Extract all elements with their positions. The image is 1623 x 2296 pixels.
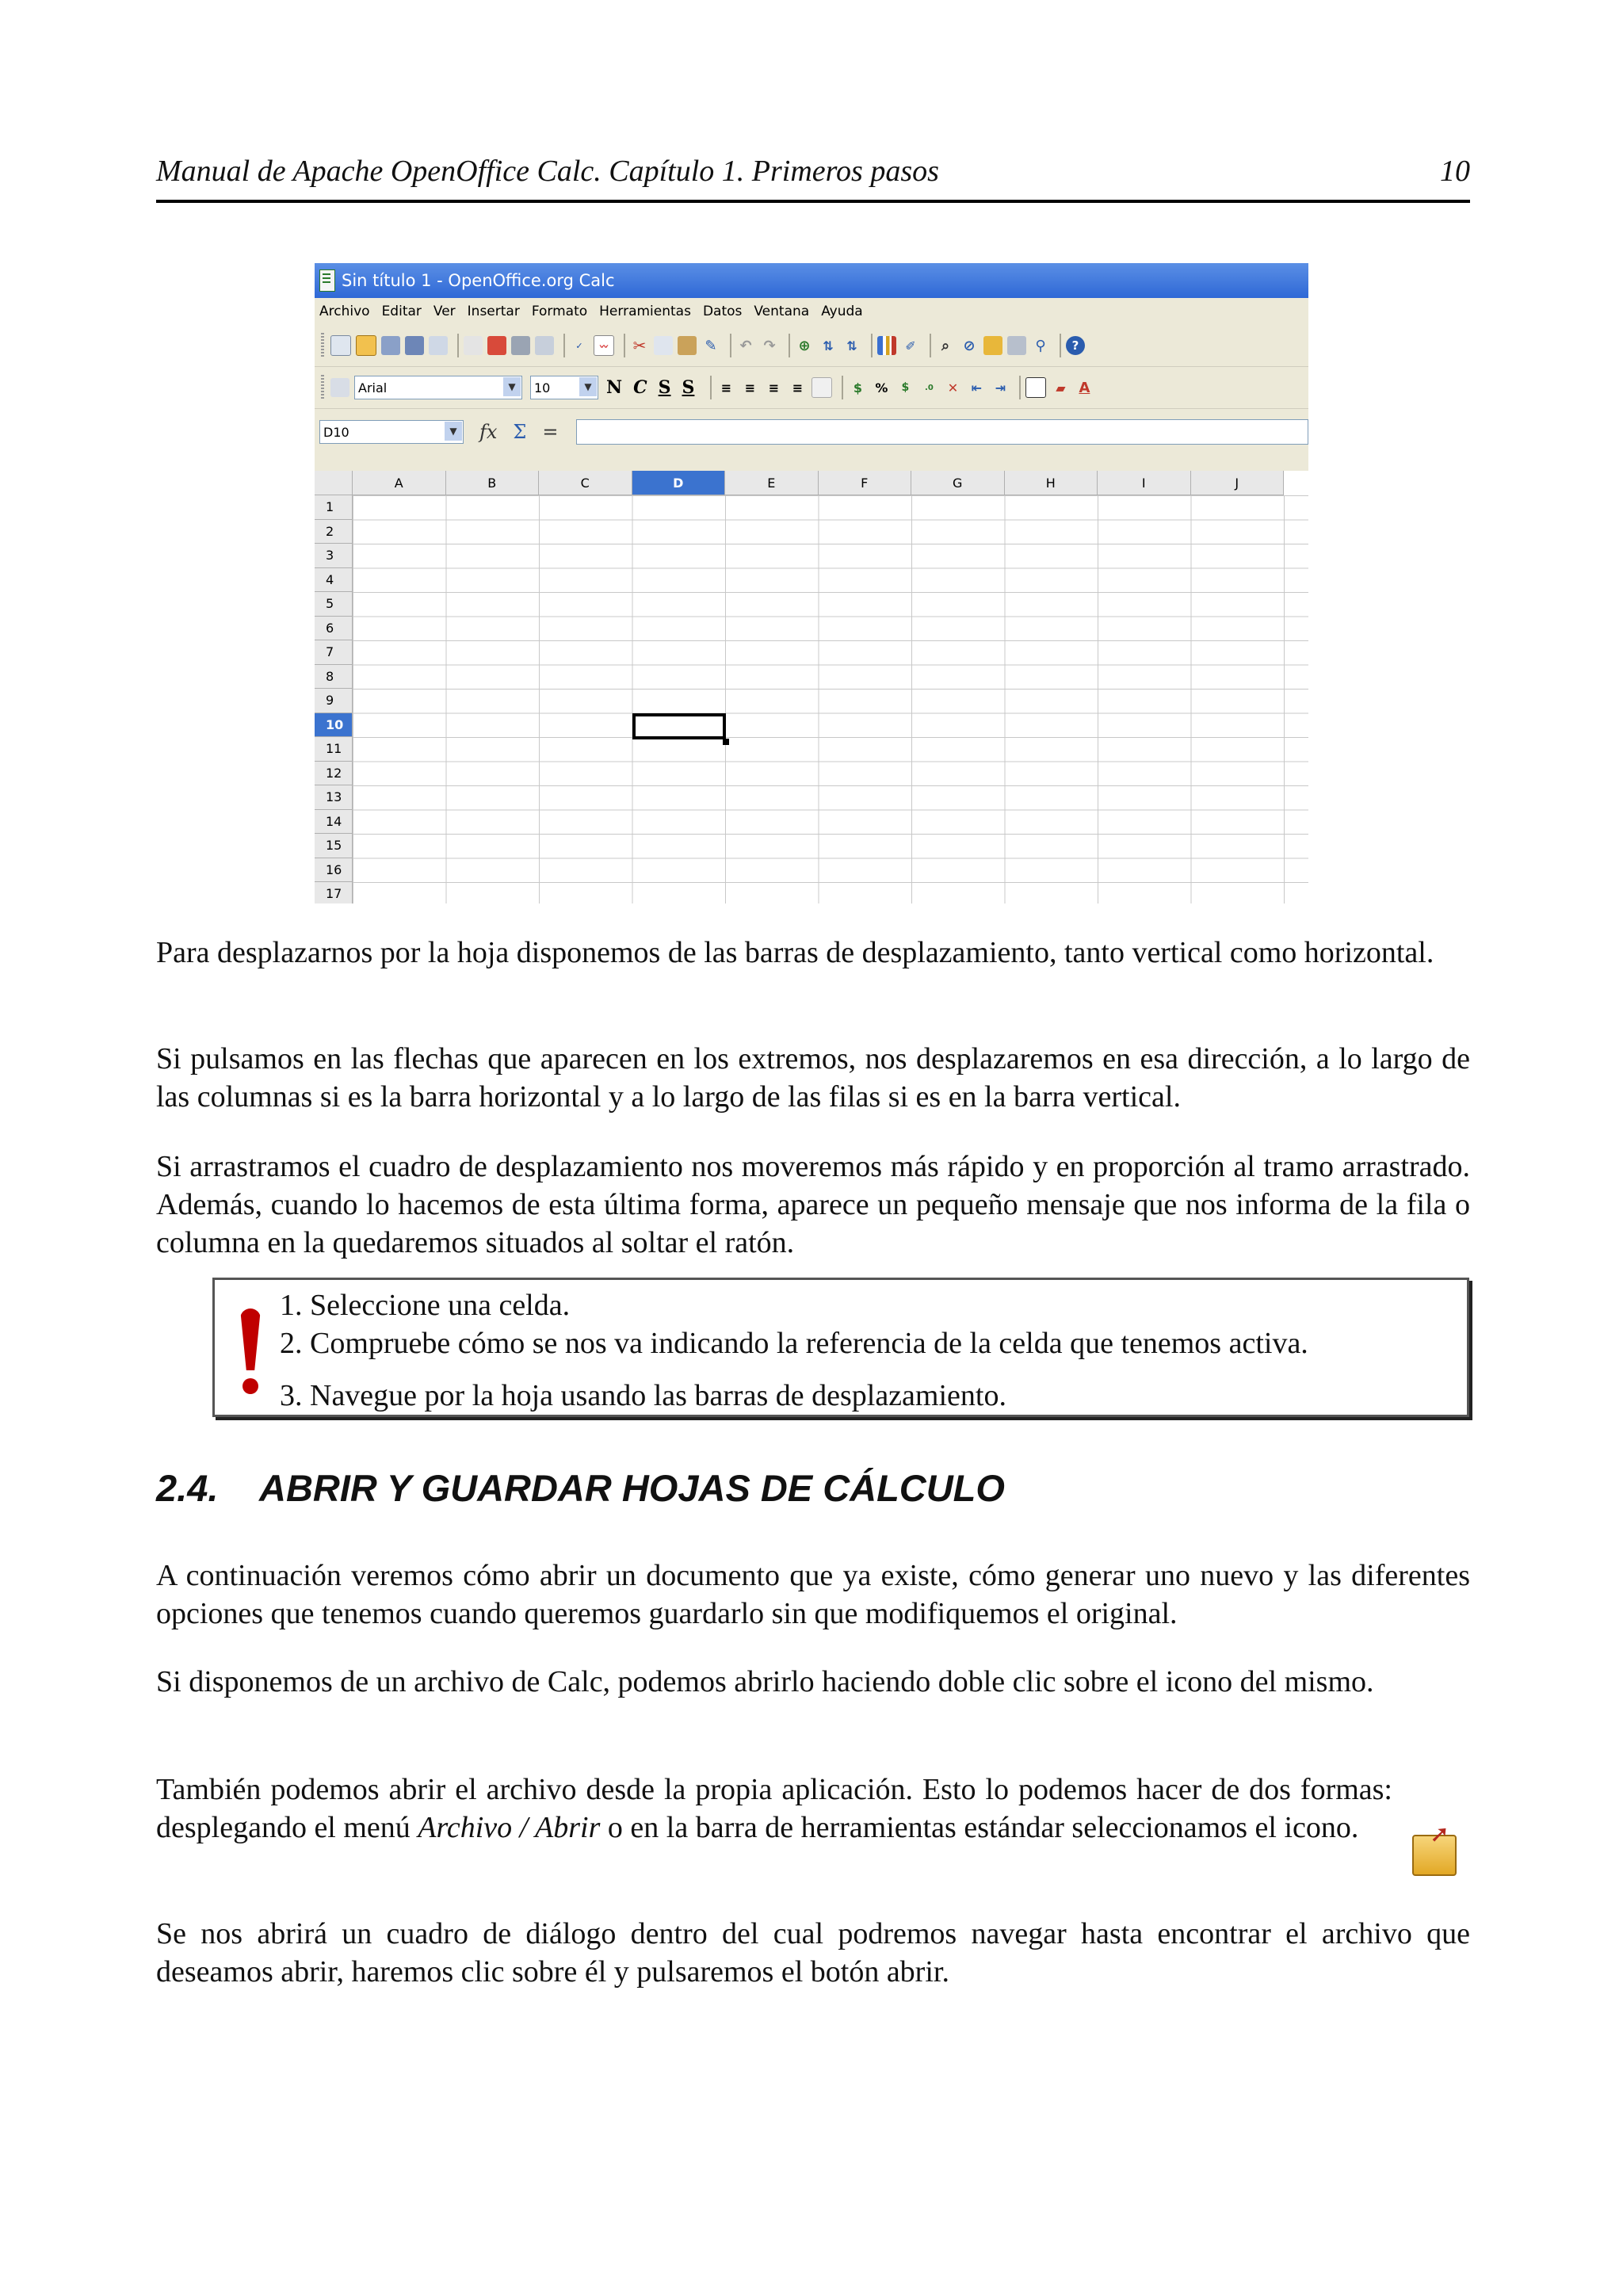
bold-button[interactable]: N — [606, 377, 623, 398]
exercise-step: 3. Navegue por la hoja usando las barras de desplazamiento. — [280, 1379, 1006, 1412]
menu-insertar[interactable]: Insertar — [467, 304, 520, 319]
standard-toolbar — [315, 325, 1308, 367]
section-heading — [156, 1466, 1005, 1510]
chevron-down-icon[interactable]: ▼ — [445, 422, 462, 441]
column-header-a[interactable]: A — [353, 471, 446, 495]
exercise-step: 2. Compruebe cómo se nos va indicando la referencia de la celda que tenemos activa. — [280, 1327, 1308, 1360]
font-color-icon[interactable]: A — [1079, 379, 1090, 396]
chevron-down-icon[interactable]: ▼ — [579, 377, 597, 396]
email-icon[interactable] — [429, 336, 448, 355]
row-header-6[interactable]: 6 — [315, 617, 353, 641]
data-sources-icon[interactable] — [1007, 336, 1026, 355]
toolbar-separator — [842, 376, 843, 399]
paragraph-open-methods — [156, 1771, 1392, 1847]
column-header-f[interactable]: F — [819, 471, 912, 495]
menu-ver[interactable]: Ver — [433, 304, 456, 319]
name-box[interactable] — [319, 420, 464, 444]
undo-icon[interactable]: ↶ — [739, 337, 752, 354]
font-name-value: Arial — [358, 380, 388, 395]
menu-path: Archivo / Abrir — [418, 1811, 601, 1844]
toolbar-separator — [930, 334, 931, 357]
row-header-13[interactable]: 13 — [315, 785, 353, 810]
increase-indent-icon[interactable]: ⇥ — [995, 380, 1006, 395]
toolbar-separator — [563, 334, 565, 357]
row-header-17[interactable]: 17 — [315, 882, 353, 904]
column-header-c[interactable]: C — [539, 471, 632, 495]
column-header-j[interactable]: J — [1191, 471, 1285, 495]
redo-icon[interactable]: ↷ — [763, 337, 776, 354]
calc-app-icon — [319, 269, 335, 292]
menu-archivo[interactable]: Archivo — [319, 304, 370, 319]
sort-descending-icon[interactable]: ⇅ — [846, 338, 857, 353]
chart-icon[interactable] — [877, 336, 896, 355]
spreadsheet-grid — [315, 471, 1308, 904]
save-disk-icon[interactable] — [405, 336, 424, 355]
row-header-1[interactable]: 1 — [315, 495, 353, 520]
new-icon[interactable] — [330, 335, 351, 356]
exercise-note-box — [212, 1278, 1469, 1417]
zoom-icon[interactable]: ⚲ — [1035, 337, 1046, 354]
delete-decimal-icon[interactable]: ✕ — [947, 380, 959, 395]
sort-ascending-icon[interactable]: ⇅ — [823, 338, 834, 353]
name-box-value: D10 — [323, 424, 349, 440]
row-header-3[interactable]: 3 — [315, 544, 353, 568]
paste-icon[interactable] — [678, 336, 697, 355]
column-header-g[interactable]: G — [911, 471, 1005, 495]
paragraph-arrows: Si pulsamos en las flechas que aparecen en los extremos, nos desplazaremos en esa dirección, a lo largo de las columnas si es la barra horizontal y a lo largo de las filas si es en la barra vertical. — [156, 1042, 1470, 1114]
column-header-b[interactable]: B — [446, 471, 540, 495]
chevron-down-icon[interactable]: ▼ — [503, 377, 521, 396]
add-decimal-icon[interactable]: .0 — [925, 383, 934, 392]
row-header-4[interactable]: 4 — [315, 568, 353, 593]
toolbar-grip[interactable] — [321, 375, 324, 400]
calc-screenshot — [315, 263, 1308, 904]
cut-icon[interactable]: ✂ — [632, 336, 647, 355]
borders-icon[interactable] — [1025, 377, 1046, 398]
justify-icon[interactable]: ≡ — [792, 380, 804, 395]
cell-grid[interactable] — [353, 495, 1308, 904]
copy-icon[interactable] — [654, 336, 673, 355]
exercise-steps — [280, 1286, 1308, 1415]
toolbar-separator — [871, 334, 873, 357]
window-titlebar — [315, 263, 1308, 298]
hyperlink-icon[interactable]: ⊕ — [798, 337, 811, 354]
menu-ventana[interactable]: Ventana — [754, 304, 810, 319]
edit-file-icon[interactable] — [464, 336, 483, 355]
format-paintbrush-icon[interactable]: ✎ — [705, 337, 717, 354]
row-header-5[interactable]: 5 — [315, 592, 353, 617]
row-header-2[interactable]: 2 — [315, 520, 353, 544]
exercise-step: 1. Seleccione una celda. — [280, 1289, 571, 1322]
row-header-9[interactable]: 9 — [315, 689, 353, 713]
section-title: ABRIR Y GUARDAR HOJAS DE CÁLCULO — [259, 1467, 1005, 1509]
paragraph-text: o en la barra de herramientas estándar seleccionamos el icono. — [600, 1811, 1359, 1844]
row-header-15[interactable]: 15 — [315, 834, 353, 858]
row-header-11[interactable]: 11 — [315, 737, 353, 762]
paragraph-intro: A continuación veremos cómo abrir un documento que ya existe, cómo generar uno nuevo y las diferentes opciones que tenemos cuando queremos guardarlo sin que modifiquemos el original. — [156, 1559, 1470, 1630]
formula-bar — [315, 409, 1308, 455]
find-replace-icon[interactable]: ⌕ — [941, 337, 950, 354]
sum-icon[interactable]: Σ — [513, 421, 527, 443]
menu-formato[interactable]: Formato — [531, 304, 588, 319]
standard-number-icon[interactable]: $ — [901, 381, 910, 394]
formatting-toolbar — [315, 367, 1308, 409]
paragraph-text: También podemos abrir el archivo desde la propia aplicación. Esto lo podemos hacer de dos formas: desplegando el menú — [156, 1773, 1392, 1844]
select-all-corner[interactable] — [315, 471, 353, 495]
toolbar-separator — [710, 376, 712, 399]
italic-button[interactable]: C — [633, 377, 647, 398]
navigator-icon[interactable]: ⊘ — [963, 337, 976, 354]
running-header — [156, 154, 1470, 203]
paragraph-dialog: Se nos abrirá un cuadro de diálogo dentro del cual podremos navegar hasta encontrar el archivo que deseamos abrir, haremos clic sobre él y pulsaremos el botón abrir. — [156, 1917, 1470, 1988]
column-header-e[interactable]: E — [725, 471, 819, 495]
align-left-icon[interactable]: ≡ — [720, 380, 732, 395]
menu-ayuda[interactable]: Ayuda — [821, 304, 863, 319]
row-header-14[interactable]: 14 — [315, 810, 353, 835]
page-number: 10 — [1440, 155, 1470, 188]
menu-editar[interactable]: Editar — [381, 304, 422, 319]
spellcheck-icon[interactable]: ✓ — [575, 340, 583, 351]
gallery-icon[interactable] — [983, 336, 1002, 355]
toolbar-separator — [457, 334, 459, 357]
percent-icon[interactable]: % — [875, 380, 888, 395]
toolbar-separator — [1060, 334, 1061, 357]
background-color-icon[interactable]: ▰ — [1056, 380, 1066, 395]
font-size-combo[interactable] — [530, 376, 598, 399]
exclamation-icon — [240, 1308, 261, 1396]
pdf-export-icon[interactable] — [487, 336, 506, 355]
row-header-7[interactable]: 7 — [315, 640, 353, 665]
merge-cells-icon[interactable] — [812, 377, 832, 398]
paragraph-drag-box: Si arrastramos el cuadro de desplazamiento nos moveremos más rápido y en proporción al tramo arrastrado. Además, cuando lo hacemos de esta última forma, aparece un pequeño mensaje que nos informa de la fila o columna en la quedaremos situados al soltar el ratón. — [156, 1150, 1470, 1259]
autospell-icon[interactable]: 〰 — [594, 335, 614, 356]
draw-functions-icon[interactable]: ✐ — [905, 338, 916, 353]
row-header-12[interactable]: 12 — [315, 762, 353, 786]
decrease-indent-icon[interactable]: ⇤ — [971, 380, 983, 395]
column-header-h[interactable]: H — [1005, 471, 1098, 495]
align-right-icon[interactable]: ≡ — [768, 380, 780, 395]
toolbar-separator — [789, 334, 790, 357]
function-wizard-icon[interactable]: fx — [479, 421, 498, 443]
active-cell-cursor[interactable] — [632, 713, 727, 740]
toolbar-grip[interactable] — [321, 333, 324, 358]
formula-input[interactable] — [576, 419, 1309, 445]
paragraph-scrollbars: Para desplazarnos por la hoja disponemos de las barras de desplazamiento, tanto vertical como horizontal. — [156, 936, 1434, 969]
equals-icon[interactable]: = — [542, 421, 559, 443]
menu-bar — [315, 298, 1308, 325]
fill-handle[interactable] — [723, 739, 729, 745]
currency-icon[interactable]: $ — [853, 380, 862, 395]
row-header-10[interactable]: 10 — [315, 713, 353, 738]
open-folder-icon: ➚ — [1411, 1820, 1457, 1876]
save-icon[interactable] — [381, 336, 400, 355]
column-header-d[interactable]: D — [632, 471, 726, 495]
paragraph-double-click: Si disponemos de un archivo de Calc, podemos abrirlo haciendo doble clic sobre el icono del mismo. — [156, 1665, 1374, 1698]
section-number: 2.4. — [156, 1467, 219, 1509]
align-center-icon[interactable]: ≡ — [744, 380, 756, 395]
row-header-8[interactable]: 8 — [315, 665, 353, 690]
column-header-i[interactable]: I — [1098, 471, 1191, 495]
toolbar-separator — [1019, 376, 1021, 399]
underline-button[interactable]: S — [658, 377, 671, 398]
header-title: Manual de Apache OpenOffice Calc. Capítulo 1. Primeros pasos — [156, 155, 939, 188]
help-icon[interactable]: ? — [1066, 336, 1085, 355]
print-preview-icon[interactable] — [535, 336, 554, 355]
menu-datos[interactable]: Datos — [702, 304, 743, 319]
styles-icon[interactable] — [330, 378, 349, 397]
double-underline-button[interactable]: S — [682, 377, 695, 398]
menu-herramientas[interactable]: Herramientas — [599, 304, 691, 319]
toolbar-separator — [624, 334, 625, 357]
open-folder-icon[interactable] — [356, 335, 376, 356]
row-header-16[interactable]: 16 — [315, 858, 353, 883]
font-name-combo[interactable] — [354, 376, 522, 399]
window-title: Sin título 1 - OpenOffice.org Calc — [342, 271, 615, 290]
toolbar-separator — [730, 334, 731, 357]
font-size-value: 10 — [534, 380, 551, 395]
print-icon[interactable] — [511, 336, 530, 355]
